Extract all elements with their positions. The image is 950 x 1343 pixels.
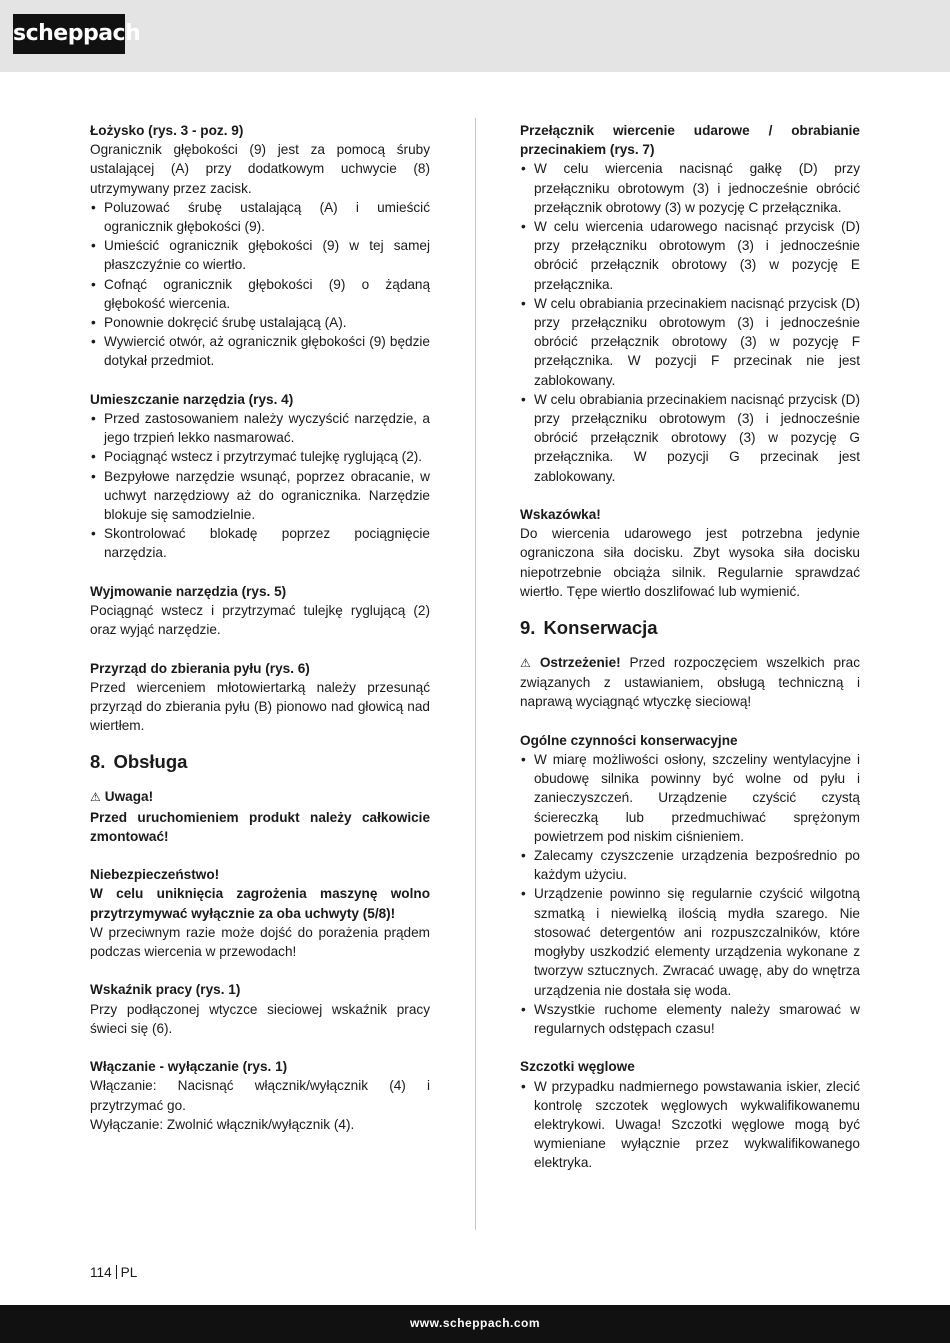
- section-title-tool-remove: Wyjmowanie narzędzia (rys. 5): [90, 583, 287, 599]
- chapter-heading-operation: 8. Obsługa: [90, 751, 188, 773]
- list-item: • Poluzować śrubę ustalającą (A) i umieścić ogranicznik głębokości (9).: [90, 198, 430, 236]
- section-title-mode-switch: Przełącznik wiercenie udarowe / obrabianie przecinakiem (rys. 7): [520, 123, 860, 158]
- bearing-list: [90, 198, 430, 371]
- warning-triangle-icon: ⚠: [90, 790, 101, 805]
- footer-url: www.scheppach.com: [409, 1316, 541, 1330]
- danger-label: Niebezpieczeństwo!: [90, 867, 220, 883]
- list-item: • W celu wiercenia udarowego nacisnąć przycisk (D) przy przełączniku obrotowym (3) i jednocześnie obrócić przełącznik obrotowy (3) w pozycję E przełącznika.: [520, 217, 860, 294]
- list-item: • Ponownie dokręcić śrubę ustalającą (A).: [90, 313, 430, 332]
- caution-text: Przed uruchomieniem produkt należy całkowicie zmontować!: [90, 809, 430, 844]
- list-item: • Zalecamy czyszczenie urządzenia bezpośrednio po każdym użyciu.: [520, 846, 860, 884]
- header-bar: [0, 0, 950, 72]
- list-item: • W miarę możliwości osłony, szczeliny wentylacyjne i obudowę silnika powinny być wolne od pyłu i zanieczyszczeń. Urządzenie czyścić czystą ściereczką lub przedmuchiwać sprężonym powietrzem pod niskim ciśnieniem.: [520, 750, 860, 846]
- warning-paragraph: ⚠ Ostrzeżenie! Przed rozpoczęciem wszelkich prac związanych z ustawianiem, obsługą techniczną i naprawą wyciągnąć wtyczkę sieciową!: [520, 655, 860, 710]
- scheppach-logo: scheppach: [13, 14, 125, 54]
- section-title-general-maintenance: Ogólne czynności konserwacyjne: [520, 732, 738, 748]
- section-text-indicator: Przy podłączonej wtyczce sieciowej wskaźnik pracy świeci się (6).: [90, 1001, 430, 1036]
- list-item: • W celu obrabiania przecinakiem nacisnąć przycisk (D) przy przełączniku obrotowym (3) i jednocześnie obrócić przełącznik obrotowy (3) w pozycję F przełącznika. W pozycji F przecinak nie jest zablokowany.: [520, 294, 860, 390]
- list-item: • Umieścić ogranicznik głębokości (9) w tej samej płaszczyźnie co wiertło.: [90, 236, 430, 274]
- hint-label: Wskazówka!: [520, 507, 601, 523]
- warning-triangle-icon: ⚠: [520, 656, 536, 671]
- section-title-tool-insert: Umieszczanie narzędzia (rys. 4): [90, 391, 294, 407]
- list-item: • W celu wiercenia nacisnąć gałkę (D) przy przełączniku obrotowym (3) i jednocześnie obrócić przełącznik obrotowy (3) w pozycję C przełącznika.: [520, 159, 860, 217]
- list-item: • Wywiercić otwór, aż ogranicznik głębokości (9) będzie dotykał przedmiot.: [90, 332, 430, 370]
- section-text-switch-off: Wyłączanie: Zwolnić włącznik/wyłącznik (4).: [90, 1116, 355, 1132]
- section-text-bearing: Ogranicznik głębokości (9) jest za pomocą śruby ustalającej (A) przy dodatkowym uchwycie (8) utrzymywany przez zacisk.: [90, 142, 430, 196]
- mode-switch-list: [520, 159, 860, 485]
- list-item: • W przypadku nadmiernego powstawania iskier, zlecić kontrolę szczotek węglowych wykwalifikowanemu elektrykowi. Uwaga! Szczotki węglowe mogą być wymieniane wyłącznie przez wykwalifikowanego elektryka.: [520, 1077, 860, 1173]
- section-title-carbon-brushes: Szczotki węglowe: [520, 1059, 635, 1075]
- right-column: [520, 121, 860, 1173]
- section-text-dust-collector: Przed wierceniem młotowiertarką należy przesunąć przyrząd do zbierania pyłu (B) pionowo nad głowicą nad wiertłem.: [90, 679, 430, 734]
- hint-text: Do wiercenia udarowego jest potrzebna jedynie ograniczona siła docisku. Zbyt wysoka siła docisku niepotrzebnie obciąża silnik. Regularnie sprawdzać wiertło. Tępe wiertło doszlifować lub wymienić.: [520, 526, 860, 599]
- chapter-heading-maintenance: 9. Konserwacja: [520, 617, 658, 639]
- list-item: • Wszystkie ruchome elementy należy smarować w regularnych odstępach czasu!: [520, 1000, 860, 1038]
- column-divider: [475, 118, 476, 1230]
- list-item: • Bezpyłowe narzędzie wsunąć, poprzez obracanie, w uchwyt narzędziowy aż do ogranicznika. Narzędzie blokuje się samodzielnie.: [90, 467, 430, 525]
- section-title-dust-collector: Przyrząd do zbierania pyłu (rys. 6): [90, 660, 310, 676]
- section-title-switch: Włączanie - wyłączanie (rys. 1): [90, 1059, 288, 1075]
- caution-label: ⚠ Uwaga!: [90, 789, 154, 805]
- general-maintenance-list: [520, 750, 860, 1038]
- page-number: 114 PL: [90, 1265, 138, 1280]
- list-item: • Przed zastosowaniem należy wyczyścić narzędzie, a jego trzpień lekko nasmarować.: [90, 409, 430, 447]
- carbon-brushes-list: [520, 1077, 860, 1173]
- left-column: [90, 121, 430, 1134]
- list-item: • Urządzenie powinno się regularnie czyścić wilgotną szmatką i niewielką ilością mydła szarego. Nie stosować detergentów ani rozpuszczalników, które mogłyby uszkodzić elementy urządzenia wykonane z tworzyw sztucznych. Zwracać uwagę, aby do wnętrza urządzenia nie dostała się woda.: [520, 884, 860, 999]
- list-item: • Pociągnąć wstecz i przytrzymać tulejkę ryglującą (2).: [90, 447, 430, 466]
- section-title-bearing: Łożysko (rys. 3 - poz. 9): [90, 123, 244, 138]
- section-title-indicator: Wskaźnik pracy (rys. 1): [90, 982, 241, 998]
- section-text-switch-on: Włączanie: Nacisnąć włącznik/wyłącznik (4) i przytrzymać go.: [90, 1078, 430, 1113]
- tool-insert-list: [90, 409, 430, 563]
- list-item: • Skontrolować blokadę poprzez pociągnięcie narzędzia.: [90, 524, 430, 562]
- danger-bold-text: W celu uniknięcia zagrożenia maszynę wolno przytrzymywać wyłącznie za oba uchwyty (5/8)!: [90, 886, 430, 921]
- list-item: • W celu obrabiania przecinakiem nacisnąć przycisk (D) przy przełączniku obrotowym (3) i jednocześnie obrócić przełącznik obrotowy (3) w pozycję G przełącznika. W pozycji G przecinak jest zablokowany.: [520, 390, 860, 486]
- danger-text: W przeciwnym razie może dojść do porażenia prądem podczas wiercenia w przewodach!: [90, 924, 430, 960]
- list-item: • Cofnąć ogranicznik głębokości (9) o żądaną głębokość wiercenia.: [90, 275, 430, 313]
- section-text-tool-remove: Pociągnąć wstecz i przytrzymać tulejkę ryglującą (2) oraz wyjąć narzędzie.: [90, 603, 430, 638]
